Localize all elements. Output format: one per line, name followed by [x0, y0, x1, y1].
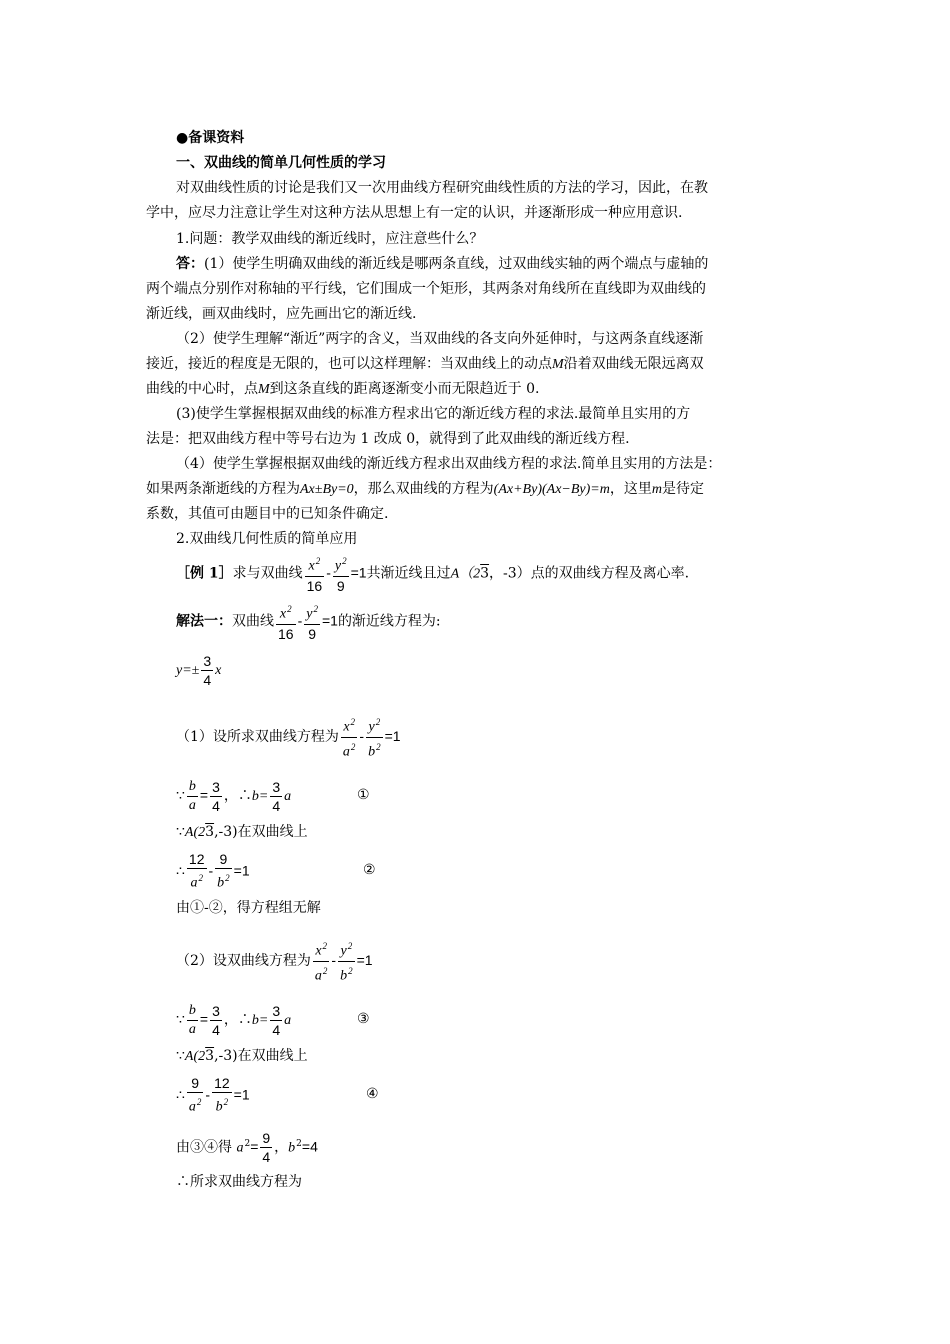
- num-3: 3: [272, 1002, 281, 1019]
- answer-label: 答：: [176, 256, 204, 272]
- minus-sign: -: [208, 862, 214, 879]
- var-b: b: [217, 875, 225, 891]
- answer-4-line-1: （4）使学生掌握根据双曲线的渐近线方程求出双曲线方程的求法.简单且实用的方法是：: [176, 456, 722, 472]
- case-1-text: （1）设所求双曲线方程为: [176, 729, 339, 746]
- fraction-b-over-a: [187, 778, 198, 815]
- case-2-point: [176, 1046, 308, 1067]
- var-b: b: [188, 1002, 196, 1018]
- num-3: 3: [272, 778, 281, 795]
- example-label: ［例 1］: [176, 565, 233, 582]
- num-9: 9: [191, 1075, 200, 1091]
- answer-4-line-2: [146, 479, 704, 500]
- answer-1-text: (1）使学生明确双曲线的渐近线是哪两条直线，过双曲线实轴的两个端点与虚轴的: [204, 256, 709, 272]
- asymptote-equation: Ax±By=0: [300, 482, 354, 497]
- num-9: 9: [262, 1130, 271, 1147]
- equals-one: =1: [384, 728, 401, 745]
- case-1-point: [176, 822, 308, 843]
- answer-3-line-2: 法是：把双曲线方程中等号右边为 1 改成 0，就得到了此双曲线的渐近线方程.: [146, 431, 630, 447]
- fraction-3-over-4: [270, 778, 282, 815]
- section-heading: 一、双曲线的简单几何性质的学习: [176, 155, 386, 171]
- fraction-y2-over-9: $\frac{y^2}{9}$: [306, 604, 318, 642]
- intro-line-1: 对双曲线性质的讨论是我们又一次用曲线方程研究曲线性质的方法的学习，因此，在教: [176, 180, 708, 196]
- because-symbol: ∵: [176, 1048, 185, 1064]
- fraction-3-over-4: [201, 652, 213, 689]
- point-a-rest: ，-3）: [489, 565, 531, 582]
- answer-4-line-3: 系数，其值可由题目中的已知条件确定.: [146, 506, 389, 522]
- case-2-intro: [176, 937, 373, 985]
- fraction-3-over-4: [210, 778, 222, 815]
- answer-2-line-2: [146, 354, 704, 375]
- case-2-ratio: ∵ $\frac{b}{a}$ = $\frac{3}{4}$ ，∴b= $\frac{3}{4}$ a: [176, 1002, 292, 1038]
- num-12: 12: [214, 1075, 230, 1091]
- answer-2-text-c: 曲线的中心时，点: [146, 381, 258, 397]
- answer-2-line-1: （2）使学生理解“渐近”两字的含义，当双曲线的各支向外延伸时，与这两条直线逐渐: [176, 331, 704, 347]
- den-9: 9: [304, 624, 320, 643]
- asymptote-prefix: y=±: [176, 663, 200, 678]
- var-b: b: [368, 744, 376, 760]
- var-x: x: [343, 719, 350, 735]
- b-equals: b=: [251, 1013, 269, 1028]
- answer-1-line-2: 两个端点分别作对称轴的平行线，它们围成一个矩形，其两条对角线所在直线即为双曲线的: [146, 281, 706, 297]
- answer-1-line-1: [176, 254, 708, 274]
- minus-sign: -: [331, 952, 337, 969]
- minus-sign: -: [297, 612, 303, 629]
- minus-sign: -: [326, 564, 331, 581]
- fraction-y2-over-9: $\frac{y^2}{9}$: [334, 556, 347, 594]
- case-2-text: （2）设双曲线方程为: [176, 953, 311, 970]
- num-3: 3: [212, 778, 220, 795]
- case-1-conclusion: 由①-②，得方程组无解: [176, 900, 321, 916]
- num-9: 9: [219, 851, 228, 867]
- answer-2-line-3: [146, 379, 539, 400]
- num-12: 12: [188, 851, 205, 867]
- fraction-3-over-4: [210, 1002, 222, 1039]
- therefore-symbol: ∴: [176, 863, 185, 880]
- fraction-9-over-b2: $\frac{9}{b^2}$: [217, 851, 230, 891]
- answer-3-line-1: (3)使学生掌握根据双曲线的标准方程求出它的渐近线方程的求法.最简单且实用的方: [176, 406, 691, 422]
- case-1-substitution: [176, 850, 250, 893]
- equation-marker-3: ③: [357, 1011, 370, 1027]
- num-3: 3: [203, 652, 212, 669]
- bullet-heading: ●备课资料: [176, 130, 245, 146]
- equals-one: =1: [356, 952, 373, 969]
- var-a: a: [188, 1099, 196, 1115]
- example-text-1: 求与双曲线: [232, 565, 303, 582]
- fraction-x2-over-a2: $\frac{x^2}{a^2}$: [342, 717, 356, 760]
- sqrt-3: 3: [205, 1048, 215, 1064]
- fraction-y2-over-b2: $\frac{y^2}{b^2}$: [340, 941, 353, 984]
- equation-marker-1: ①: [357, 787, 370, 803]
- var-x: x: [315, 943, 322, 959]
- var-x: x: [308, 558, 315, 574]
- equals-one: =1: [233, 1086, 250, 1103]
- var-x: x: [215, 663, 222, 678]
- answer-1-line-3: 渐近线，画双曲线时，应先画出它的渐近线.: [146, 306, 417, 322]
- point-a-on-hyperbola: ,-3)在双曲线上: [214, 1048, 308, 1064]
- case-1-ratio: ∵ $\frac{b}{a}$ = $\frac{3}{4}$ ，∴b= $\frac{3}{4}$ a: [176, 778, 292, 814]
- answer-2-text-d: 到这条直线的距离逐渐变小而无限趋近于 0.: [269, 381, 540, 397]
- example-text-3: 点的双曲线方程及离心率.: [530, 565, 690, 582]
- equals-one: =1: [350, 564, 367, 581]
- point-a: A(2: [184, 1049, 206, 1064]
- sqrt-3: 3: [205, 824, 215, 840]
- example-text-2: 共渐近线且过: [366, 565, 451, 582]
- fraction-x2-over-16: $\frac{x^2}{16}$: [306, 556, 323, 594]
- var-x: x: [279, 606, 287, 622]
- therefore-symbol: ∴: [237, 788, 252, 804]
- case-1-intro: [176, 713, 401, 761]
- var-a: a: [342, 744, 350, 760]
- point-a: A(2: [184, 825, 206, 840]
- den-16: 16: [278, 625, 294, 642]
- example-1: [176, 552, 689, 595]
- var-a: a: [284, 789, 292, 804]
- because-symbol: ∵: [176, 788, 185, 804]
- equals-one: =1: [233, 862, 250, 879]
- answer-4-text-b: ，那么双曲线的方程为: [353, 481, 494, 497]
- var-b: b: [340, 968, 348, 984]
- equation-marker-2: ②: [363, 862, 376, 878]
- fraction-b-over-a: [187, 1002, 198, 1039]
- fraction-12-over-a2: $\frac{12}{a^2}$: [188, 851, 205, 891]
- fraction-9-over-a2: $\frac{9}{a^2}$: [188, 1075, 202, 1115]
- fraction-12-over-b2: $\frac{12}{b^2}$: [214, 1075, 230, 1115]
- because-symbol: ∵: [176, 1012, 185, 1028]
- fraction-9-over-4: [260, 1129, 272, 1166]
- var-a: a: [188, 1021, 196, 1037]
- fraction-x2-over-a2: $\frac{x^2}{a^2}$: [314, 941, 328, 984]
- fraction-3-over-4: [270, 1002, 282, 1039]
- comma: ，: [223, 788, 238, 804]
- den-4: 4: [203, 671, 212, 688]
- result-text: 由③④得: [176, 1139, 232, 1156]
- fraction-x2-over-16: $\frac{x^2}{16}$: [278, 604, 294, 642]
- var-a: a: [236, 1140, 244, 1156]
- var-y: y: [368, 719, 375, 735]
- solution-1-intro: [176, 600, 441, 643]
- equals-one: =1: [321, 612, 338, 629]
- therefore-symbol: ∴: [237, 1012, 252, 1028]
- therefore-symbol: ∴: [176, 1087, 185, 1104]
- var-a: a: [314, 968, 322, 984]
- minus-sign: -: [359, 728, 365, 745]
- point-a-on-hyperbola: ,-3)在双曲线上: [214, 824, 308, 840]
- den-4: 4: [262, 1149, 271, 1166]
- solution-label: 解法一：: [176, 613, 232, 630]
- b-equals: b=: [251, 789, 269, 804]
- solution-text-2: 的渐近线方程为:: [337, 613, 441, 630]
- answer-4-text-a: 如果两条渐逝线的方程为: [146, 481, 300, 497]
- hyperbola-equation: (Ax+By)(Ax−By)=m: [493, 482, 610, 497]
- asymptote-line: [176, 650, 221, 691]
- var-y: y: [340, 943, 347, 959]
- point-a: A（2: [450, 566, 481, 582]
- comma: ，: [274, 1139, 289, 1156]
- sqrt-3: 3: [480, 565, 490, 582]
- case-2-result: 由③④得 $a^2=$ $\frac{9}{4}$ ，$b^2=4$: [176, 1130, 318, 1166]
- var-a: a: [190, 875, 198, 891]
- point-m: M: [552, 357, 564, 372]
- den-9: 9: [333, 576, 349, 595]
- answer-4-text-c: ，这里: [609, 481, 652, 497]
- question-1: 1.问题：教学双曲线的渐近线时，应注意些什么？: [176, 231, 484, 247]
- b2-equals-4: =4: [301, 1138, 318, 1155]
- num-3: 3: [212, 1002, 220, 1019]
- intro-line-2: 学中，应尽力注意让学生对这种方法从思想上有一定的认识，并逐渐形成一种应用意识.: [146, 205, 683, 221]
- den-4: 4: [212, 797, 220, 814]
- equation-marker-4: ④: [366, 1086, 379, 1102]
- minus-sign: -: [205, 1086, 211, 1103]
- point-m: M: [258, 382, 270, 397]
- case-2-substitution: [176, 1074, 250, 1117]
- den-4: 4: [212, 1021, 220, 1038]
- var-b: b: [215, 1099, 223, 1115]
- var-y: y: [306, 606, 313, 622]
- var-b: b: [188, 778, 196, 794]
- solution-text-1: 双曲线: [232, 613, 274, 630]
- coefficient-m: m: [651, 482, 662, 497]
- den-4: 4: [272, 797, 281, 814]
- var-y: y: [334, 558, 342, 574]
- question-2-title: 2.双曲线几何性质的简单应用: [176, 531, 358, 547]
- because-symbol: ∵: [176, 824, 185, 840]
- answer-2-text-a: 接近，接近的程度是无限的，也可以这样理解：当双曲线上的动点: [146, 356, 552, 372]
- fraction-y2-over-b2: $\frac{y^2}{b^2}$: [368, 717, 381, 760]
- equals-sign: =: [250, 1138, 259, 1155]
- den-16: 16: [306, 577, 323, 594]
- den-4: 4: [272, 1021, 281, 1038]
- var-a: a: [284, 1013, 292, 1028]
- var-b: b: [288, 1140, 296, 1156]
- final-statement: ∴所求双曲线方程为: [176, 1174, 302, 1190]
- var-a: a: [188, 797, 196, 813]
- comma: ，: [223, 1012, 238, 1028]
- answer-2-text-b: 沿着双曲线无限远离双: [563, 356, 704, 372]
- answer-4-text-d: 是待定: [661, 481, 704, 497]
